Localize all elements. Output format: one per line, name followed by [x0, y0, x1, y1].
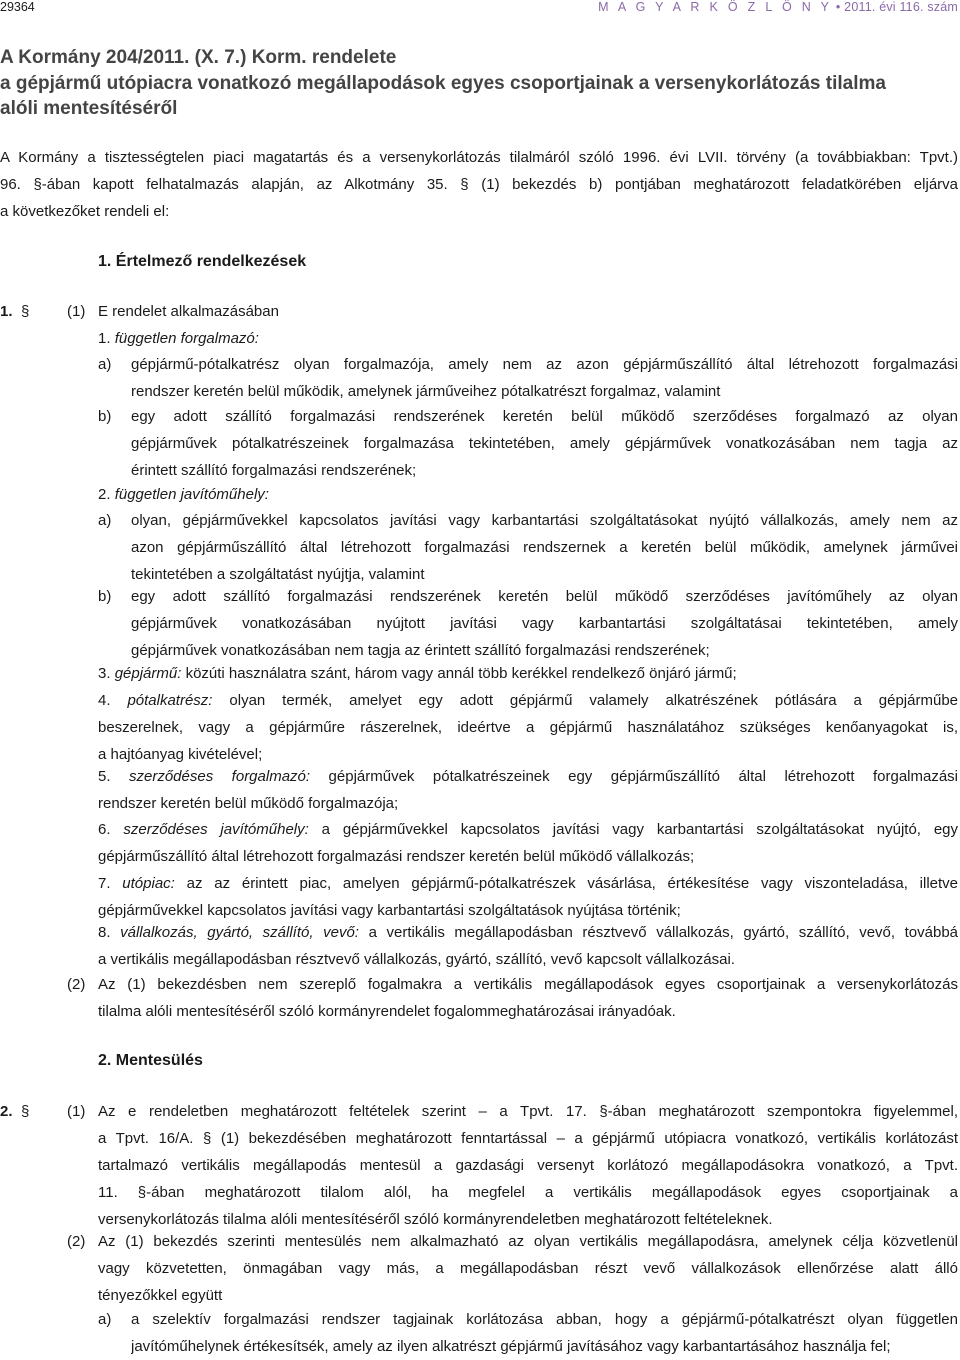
definition-text: olyan termék, amelyet egy adott gépjármű valamely alkatrészének pótlására a gépjárműbe [229, 692, 958, 709]
point-text [131, 1306, 958, 1360]
point-text [131, 351, 958, 405]
paragraph-number: (2) [67, 1233, 86, 1250]
paragraph-number: (1) [67, 1103, 86, 1120]
text-line: rendszer keretén belül működik, amelynek járműveihez pótalkatrészt forgalmaz, valamint [131, 383, 721, 400]
definition-term: független javítóműhely: [114, 486, 269, 503]
definition-number: 5. [98, 768, 111, 785]
text-line: vagy közvetetten, önmagában vagy más, a megállapodásban részt vevő vállalkozások ellenőrzése alatt álló [98, 1260, 958, 1277]
section-symbol: § [21, 1103, 30, 1120]
point-text [131, 507, 958, 588]
definition-term: vállalkozás, gyártó, szállító, vevő: [120, 924, 359, 941]
text-line: rendszer keretén belül működő forgalmazója; [98, 795, 399, 812]
text-line: olyan, gépjárművekkel kapcsolatos javítási vagy karbantartási szolgáltatásokat nyújtó vállalkozás, amely nem az [131, 512, 958, 529]
text-line: egy adott szállító forgalmazási rendszerének keretén belül működő szerződéses forgalmazó az olyan [131, 408, 958, 425]
paragraph-number: (1) [67, 303, 86, 320]
paragraph-text: E rendelet alkalmazásában [98, 303, 279, 320]
decree-title [0, 45, 958, 122]
definition-text: gépjárművek pótalkatrészeinek egy gépjárműszállító által létrehozott forgalmazási [328, 768, 958, 785]
definition-number: 7. [98, 875, 111, 892]
issue-info: • 2011. évi 116. szám [832, 0, 958, 14]
chapter-heading-1: 1. Értelmező rendelkezések [98, 253, 307, 270]
text-line: gépjármű-pótalkatrész olyan forgalmazója, amely nem az azon gépjárműszállító által létrehozott forgalmazási [131, 356, 958, 373]
chapter-heading-2: 2. Mentesülés [98, 1052, 203, 1069]
paragraph-text [98, 971, 958, 1025]
point-text [131, 403, 958, 484]
section-number: 1. [0, 303, 13, 320]
text-line: tekintetében a szolgáltatást nyújtja, valamint [131, 566, 425, 583]
title-line-1: A Kormány 204/2011. (X. 7.) Korm. rendelete [0, 47, 397, 68]
point-label: b) [98, 588, 112, 605]
text-line [98, 816, 958, 843]
title-line-3: alóli mentesítéséről [0, 98, 178, 119]
text-line: a hajtóanyag kivételével; [98, 746, 263, 763]
section-symbol: § [21, 303, 30, 320]
text-line: beszerelnek, vagy a gépjárműre rászerelnek, ideértve a gépjármű használatához szükséges kenőanyagokat is, [98, 719, 958, 736]
definition-number: 6. [98, 821, 111, 838]
text-line: egy adott szállító forgalmazási rendszerének keretén belül működő szerződéses javítóműhely az olyan [131, 588, 958, 605]
text-line: Az e rendeletben meghatározott feltételek szerint – a Tpvt. 17. §-ában meghatározott szempontokra figyelemmel, [98, 1103, 958, 1120]
text-line: tényezőkkel együtt [98, 1287, 223, 1304]
page-number: 29364 [0, 0, 35, 14]
text-line [98, 870, 958, 897]
definition-number: 4. [98, 692, 111, 709]
definition-8 [98, 919, 958, 973]
text-line [98, 687, 958, 714]
definition-number: 2. [98, 486, 111, 503]
definition-term: szerződéses javítóműhely: [123, 821, 309, 838]
definition-text: az az érintett piac, amelyen gépjármű-pótalkatrészek vásárlása, értékesítése vagy viszonteladása, illetve [186, 875, 958, 892]
text-line: a vertikális megállapodásban résztvevő vállalkozás, gyártó, szállító, vevő kapcsolt vállalkozásai. [98, 951, 735, 968]
definition-number: 1. [98, 330, 111, 347]
point-label: a) [98, 512, 112, 529]
text-line [98, 919, 958, 946]
text-line: gépjárművek vonatkozásában nem tagja az érintett szállító forgalmazási rendszerének; [131, 642, 710, 659]
text-line: gépjárművek vonatkozásában nyújtott javítási vagy karbantartási szolgáltatásai tekintetében, amely [131, 615, 958, 632]
text-line: a Tpvt. 16/A. § (1) bekezdésében meghatározott fenntartással – a gépjármű utópiacra vonatkozó, vertikális korlátozást [98, 1130, 958, 1147]
preamble-line: A Kormány a tisztességtelen piaci magatartás és a versenykorlátozás tilalmáról szóló 1996. évi LVII. törvény (a továbbiakban: Tpvt.) [0, 149, 958, 166]
definition-6 [98, 816, 958, 870]
definition-text: a gépjárművekkel kapcsolatos javítási vagy karbantartási szolgáltatásokat nyújtó, egy [321, 821, 958, 838]
text-line: érintett szállító forgalmazási rendszerének; [131, 462, 417, 479]
point-text [131, 583, 958, 664]
text-line: tartalmazó vertikális megállapodás mentesül a gazdasági versenyt korlátozó megállapodásokra vonatkozó, a Tpvt. [98, 1157, 958, 1174]
preamble-line: 96. §-ában kapott felhatalmazás alapján, az Alkotmány 35. § (1) bekezdés b) pontjában meghatározott feladatkörében eljárva [0, 176, 958, 193]
definition-1 [98, 325, 259, 352]
point-label: a) [98, 356, 112, 373]
definition-5 [98, 763, 958, 817]
text-line: Az (1) bekezdésben nem szereplő fogalmakra a vertikális megállapodások egyes csoportjainak a versenykorlátozás [98, 976, 958, 993]
text-line: tilalma alóli mentesítéséről szóló kormányrendelet fogalommeghatározásai irányadóak. [98, 1003, 676, 1020]
definition-4 [98, 687, 958, 768]
section-number: 2. [0, 1103, 13, 1120]
text-line: gépjárművekkel kapcsolatos javítási vagy karbantartási szolgáltatások nyújtása történik; [98, 902, 681, 919]
paragraph-number: (2) [67, 976, 86, 993]
point-label: a) [98, 1311, 112, 1328]
definition-2 [98, 481, 269, 508]
point-label: b) [98, 408, 112, 425]
paragraph-text [98, 1098, 958, 1233]
text-line: Az (1) bekezdés szerinti mentesülés nem alkalmazható az olyan vertikális megállapodásra, amelynek célja közvetlenül [98, 1233, 958, 1250]
paragraph-text [98, 1228, 958, 1309]
definition-term: gépjármű: [114, 665, 182, 682]
preamble-line: a következőket rendeli el: [0, 203, 170, 220]
preamble [0, 144, 958, 225]
definition-3 [98, 660, 737, 687]
text-line: 11. §-ában meghatározott tilalom alól, ha megfelel a vertikális megállapodások egyes csoportjainak a [98, 1184, 958, 1201]
text-line: javítóműhelynek értékesítsék, amely az ilyen alkatrészt gépjármű javításához vagy karbantartásához használja fel; [131, 1338, 891, 1355]
title-line-2: a gépjármű utópiacra vonatkozó megállapodások egyes csoportjainak a versenykorlátozás tilalma [0, 72, 886, 94]
definition-number: 3. [98, 665, 111, 682]
text-line: gépjárműszállító által létrehozott forgalmazási rendszer keretén belül működő vállalkozás; [98, 848, 695, 865]
definition-term: pótalkatrész: [127, 692, 213, 709]
text-line [98, 763, 958, 790]
definition-7 [98, 870, 958, 924]
journal-name: M A G Y A R K Ö Z L Ö N Y [598, 0, 833, 14]
definition-text: a vertikális megállapodásban résztvevő vállalkozás, gyártó, szállító, vevő, továbbá [368, 924, 958, 941]
journal-title [598, 0, 958, 14]
text-line: azon gépjárműszállító által létrehozott forgalmazási rendszernek a keretén belül működik, amelynek járművei [131, 539, 958, 556]
page-header [0, 0, 960, 14]
definition-number: 8. [98, 924, 111, 941]
definition-text: közúti használatra szánt, három vagy annál több kerékkel rendelkező önjáró jármű; [185, 665, 737, 682]
text-line: a szelektív forgalmazási rendszer tagjainak korlátozása abban, hogy a gépjármű-pótalkatrészt olyan független [131, 1311, 958, 1328]
definition-term: független forgalmazó: [114, 330, 259, 347]
text-line: versenykorlátozás tilalma alóli mentesítéséről szóló kormányrendeletben meghatározott feltételeknek. [98, 1211, 773, 1228]
definition-term: szerződéses forgalmazó: [129, 768, 311, 785]
definition-term: utópiac: [122, 875, 175, 892]
text-line: gépjárművek pótalkatrészeinek forgalmazása tekintetében, amely gépjárművek vonatkozásában nem tagja az [131, 435, 958, 452]
